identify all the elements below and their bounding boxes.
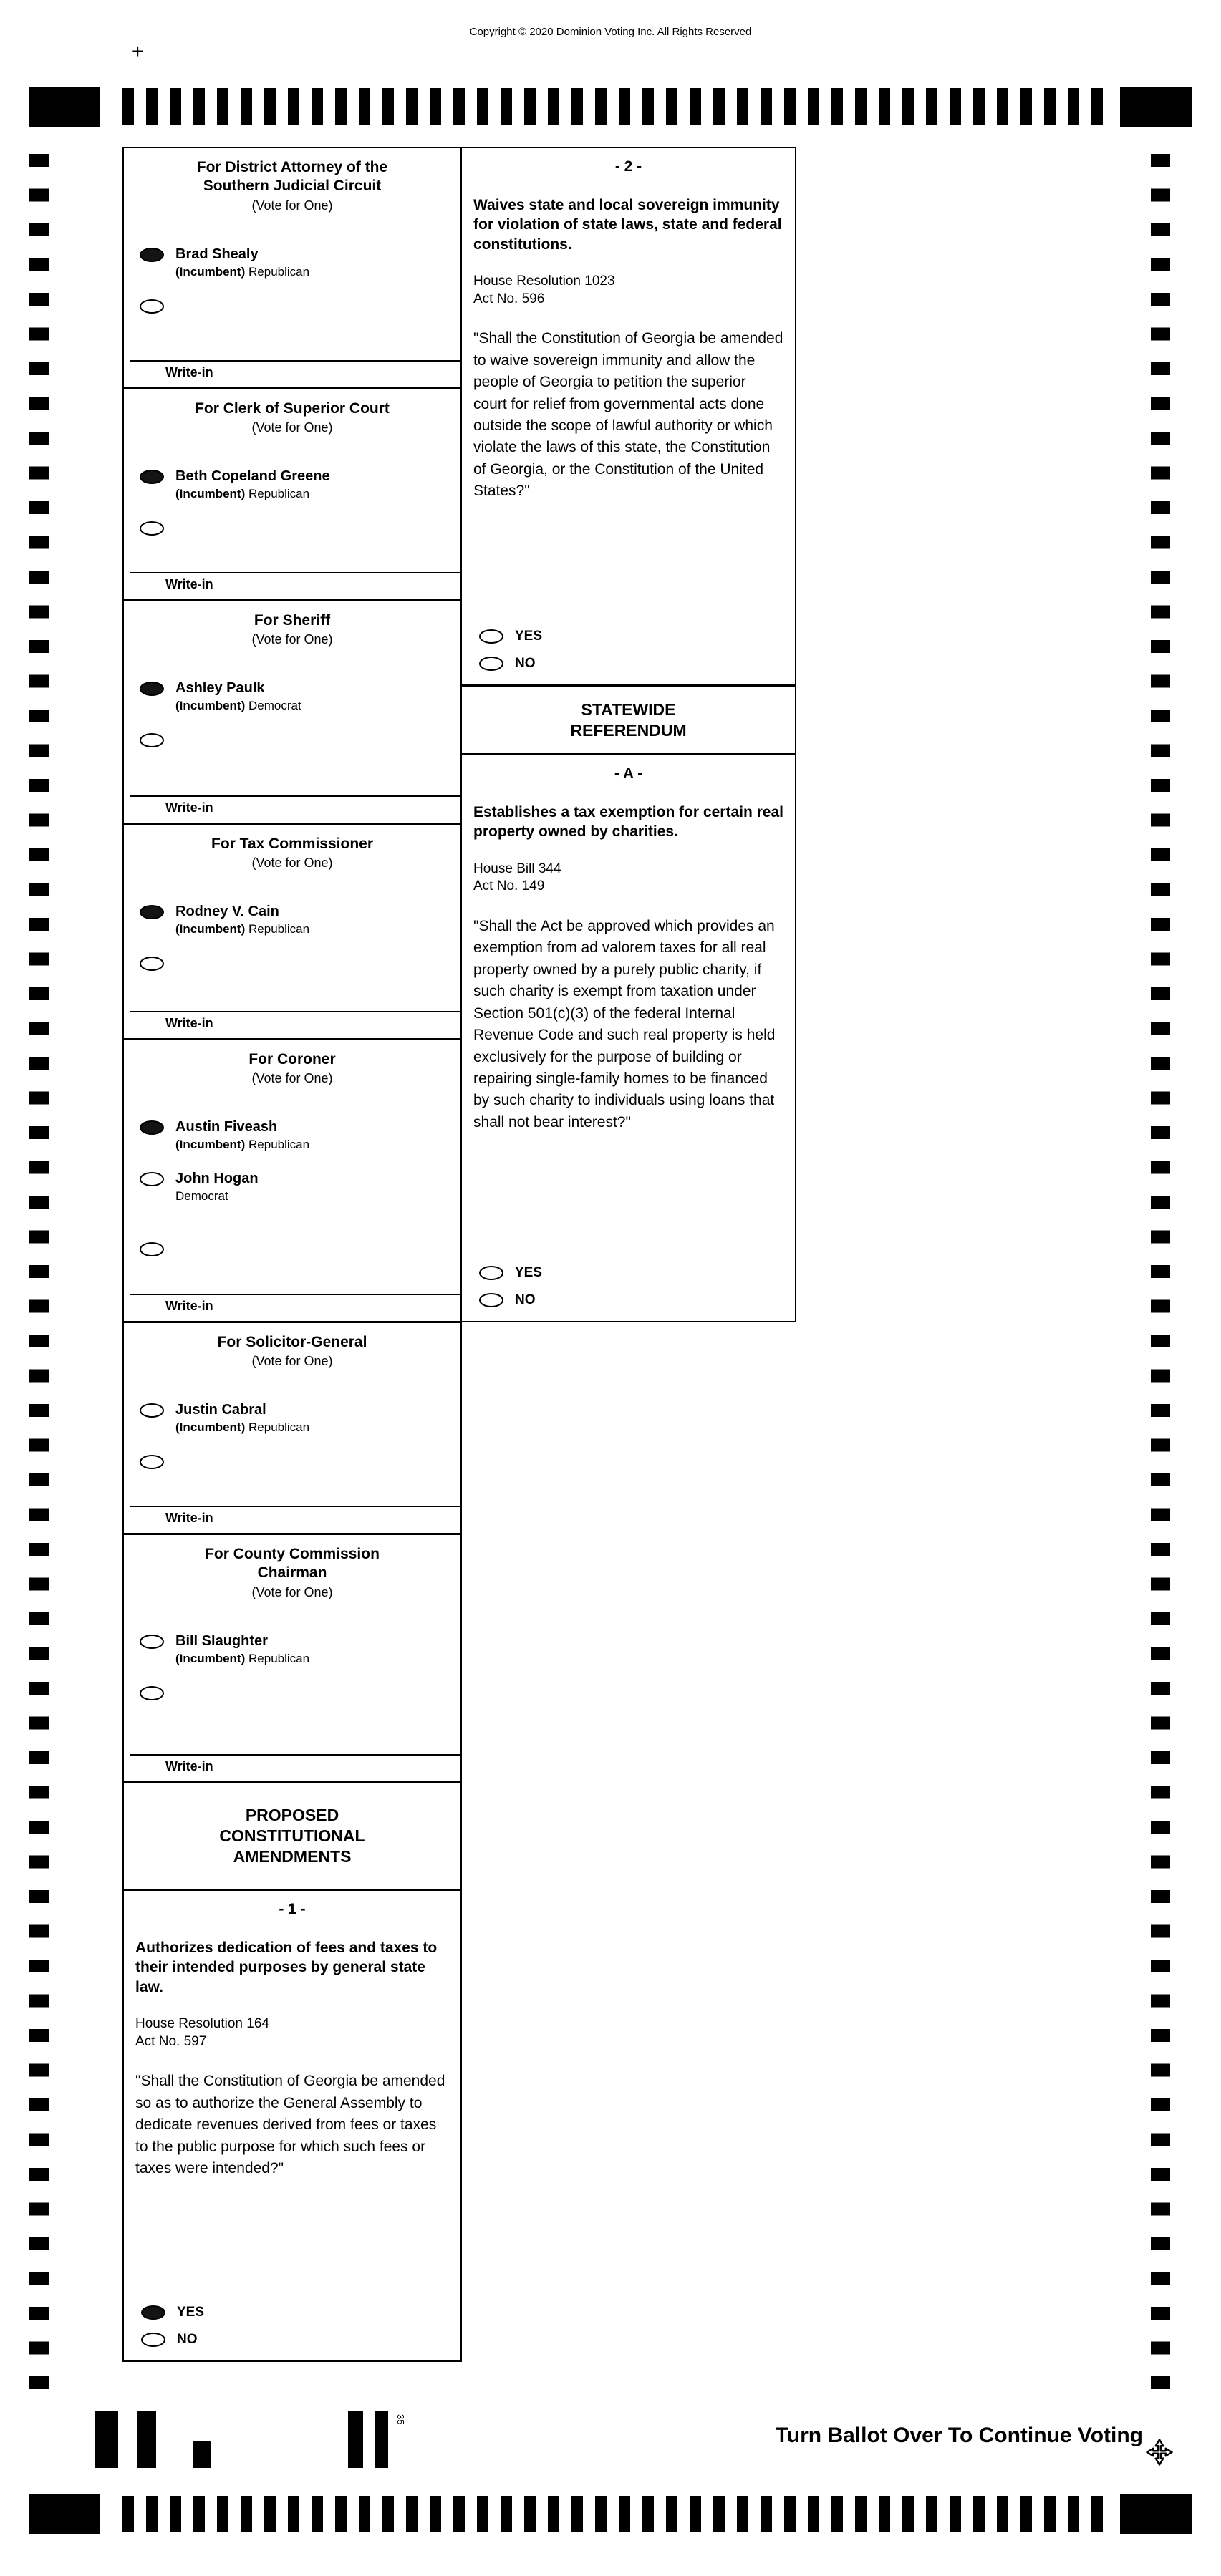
vote-for-instruction: (Vote for One) (251, 632, 333, 647)
measure-summary: Waives state and local sovereign immunity for violation of state laws, state and federal constitutions. (473, 197, 782, 253)
candidate-party: (Incumbent) Republican (175, 264, 310, 279)
vote-for-instruction: (Vote for One) (251, 856, 333, 871)
measure-choices (141, 2293, 460, 2348)
candidate-party: (Incumbent) Republican (175, 922, 310, 936)
contest-solicitor-general (124, 1323, 460, 1535)
candidate-party: Democrat (175, 1189, 228, 1204)
candidate-name: Rodney V. Cain (175, 904, 279, 920)
yes-oval[interactable] (479, 1266, 503, 1280)
ballot-left-column (122, 147, 462, 2362)
candidate-row (140, 246, 460, 279)
yes-label: YES (515, 629, 543, 644)
write-in-oval-row (140, 520, 460, 536)
candidate-name: Justin Cabral (175, 1402, 266, 1418)
stub-bar (95, 2411, 118, 2468)
write-in-line[interactable] (130, 795, 460, 797)
candidate-name: Beth Copeland Greene (175, 468, 330, 485)
candidate-row (140, 904, 460, 936)
stub-bar-small (193, 2441, 211, 2468)
contest-title: For Coroner (248, 1051, 336, 1067)
candidate-oval[interactable] (140, 1635, 164, 1649)
write-in-label: Write-in (165, 1016, 213, 1030)
write-in-oval[interactable] (140, 521, 164, 536)
write-in-label: Write-in (165, 800, 213, 815)
write-in-label: Write-in (165, 1759, 213, 1773)
timing-column-left (29, 154, 49, 2389)
yes-choice (479, 629, 795, 644)
write-in-area (124, 795, 460, 823)
write-in-label: Write-in (165, 1299, 213, 1313)
measure-number: - 2 - (614, 158, 642, 175)
measure-number: - A - (614, 765, 643, 782)
write-in-oval-row (140, 1241, 460, 1256)
contest-title: For Solicitor-General (217, 1334, 367, 1350)
write-in-oval-row (140, 298, 460, 314)
yes-oval[interactable] (141, 2305, 165, 2320)
referendum-header-section (462, 687, 795, 755)
write-in-line[interactable] (130, 1294, 460, 1295)
write-in-line[interactable] (130, 572, 460, 573)
candidate-name: Brad Shealy (175, 246, 259, 262)
measure-references: House Resolution 1023 Act No. 596 (473, 273, 615, 306)
measure-question: "Shall the Act be approved which provides an exemption from ad valorem taxes for all real property owned by a purely public charity, if such charity is exempt from taxation under Section 501(c)(3) of the federal Internal Revenue Code and such real property is held exclusively for the purpose of building or repairing single-family homes to be financed by such charity to individuals using loans that shall not bear interest?" (473, 917, 776, 1130)
timing-block-bottom-left (29, 2494, 100, 2534)
candidate-party: (Incumbent) Democrat (175, 699, 301, 713)
vote-for-instruction: (Vote for One) (251, 1071, 333, 1086)
write-in-line[interactable] (130, 1011, 460, 1012)
write-in-area (124, 1011, 460, 1038)
write-in-oval[interactable] (140, 733, 164, 747)
no-choice (479, 656, 795, 672)
write-in-oval-row (140, 1685, 460, 1700)
no-label: NO (515, 656, 536, 671)
timing-column-right (1151, 154, 1170, 2389)
write-in-line[interactable] (130, 1754, 460, 1756)
yes-oval[interactable] (479, 629, 503, 644)
yes-label: YES (177, 2305, 205, 2320)
write-in-line[interactable] (130, 360, 460, 362)
write-in-oval[interactable] (140, 1242, 164, 1256)
contest-title: For Tax Commissioner (211, 836, 373, 852)
measure-question: "Shall the Constitution of Georgia be amended so as to authorize the General Assembly to dedicate revenues derived from fees or taxes to the public purpose for which such fees or taxes were intended?" (135, 2073, 445, 2177)
candidate-party: (Incumbent) Republican (175, 487, 310, 501)
ballot-right-column (460, 147, 796, 1322)
candidate-name: John Hogan (175, 1171, 259, 1187)
vote-for-instruction: (Vote for One) (251, 1584, 333, 1599)
candidate-oval[interactable] (140, 682, 164, 696)
no-oval[interactable] (479, 1293, 503, 1307)
measure-summary: Establishes a tax exemption for certain real property owned by charities. (473, 804, 784, 841)
candidate-party: (Incumbent) Republican (175, 1138, 310, 1152)
candidate-oval[interactable] (140, 470, 164, 484)
candidate-oval[interactable] (140, 1172, 164, 1186)
candidate-oval[interactable] (140, 248, 164, 262)
timing-block-top-left (29, 87, 100, 127)
candidate-row (140, 1402, 460, 1435)
turn-over-arrow-icon (1144, 2437, 1174, 2471)
candidate-party: (Incumbent) Republican (175, 1420, 310, 1435)
write-in-oval-row (140, 732, 460, 747)
write-in-oval[interactable] (140, 1686, 164, 1700)
vote-for-instruction: (Vote for One) (251, 1354, 333, 1369)
measure-summary: Authorizes dedication of fees and taxes to their intended purposes by general state law. (135, 1940, 438, 1995)
write-in-line[interactable] (130, 1506, 460, 1507)
candidate-row (140, 1633, 460, 1666)
measure-amendment-1 (124, 1891, 460, 2360)
vote-for-instruction: (Vote for One) (251, 198, 333, 213)
amendments-header: PROPOSED CONSTITUTIONAL AMENDMENTS (219, 1806, 365, 1866)
timing-block-top-right (1120, 87, 1192, 127)
contest-title: For Sheriff (254, 612, 331, 629)
candidate-party: (Incumbent) Republican (175, 1651, 310, 1665)
no-oval[interactable] (141, 2333, 165, 2347)
write-in-area (124, 1506, 460, 1533)
write-in-area (124, 572, 460, 599)
write-in-oval-row (140, 955, 460, 971)
no-oval[interactable] (479, 657, 503, 671)
timing-block-bottom-right (1120, 2494, 1192, 2534)
write-in-label: Write-in (165, 577, 213, 591)
measure-amendment-2 (462, 148, 795, 687)
no-choice (479, 1292, 795, 1308)
candidate-row (140, 680, 460, 713)
measure-references: House Bill 344 Act No. 149 (473, 861, 561, 894)
candidate-row (140, 468, 460, 501)
contest-clerk-superior-court (124, 389, 460, 601)
write-in-area (124, 1754, 460, 1781)
candidate-name: Bill Slaughter (175, 1632, 268, 1649)
yes-label: YES (515, 1265, 543, 1280)
measure-referendum-a (462, 755, 795, 1321)
timing-strip-top (122, 88, 1114, 125)
yes-choice (479, 1265, 795, 1281)
contest-coroner (124, 1040, 460, 1323)
turn-ballot-over-text: Turn Ballot Over To Continue Voting (775, 2424, 1143, 2447)
candidate-name: Ashley Paulk (175, 680, 265, 697)
no-choice (141, 2332, 460, 2348)
stub-bar (348, 2411, 363, 2468)
no-label: NO (177, 2332, 198, 2347)
measure-choices (479, 617, 795, 672)
contest-title: For District Attorney of the Southern Judicial Circuit (196, 159, 388, 195)
stub-bar (137, 2411, 156, 2468)
amendments-header-section (124, 1783, 460, 1891)
write-in-oval-row (140, 1453, 460, 1469)
no-label: NO (515, 1292, 536, 1307)
contest-title: For Clerk of Superior Court (195, 400, 390, 417)
measure-references: House Resolution 164 Act No. 597 (135, 2015, 269, 2049)
write-in-area (124, 360, 460, 387)
measure-choices (479, 1254, 795, 1308)
contest-district-attorney (124, 148, 460, 389)
contest-county-commission-chairman (124, 1535, 460, 1783)
stub-bar (375, 2411, 388, 2468)
vote-for-instruction: (Vote for One) (251, 420, 333, 435)
stub-number: 35 (395, 2414, 406, 2425)
candidate-row (140, 1119, 460, 1152)
copyright-line: Copyright © 2020 Dominion Voting Inc. All Rights Reserved (469, 26, 752, 38)
candidate-oval[interactable] (140, 1403, 164, 1418)
write-in-oval[interactable] (140, 957, 164, 971)
contest-tax-commissioner (124, 825, 460, 1040)
contest-title: For County Commission Chairman (205, 1546, 380, 1582)
candidate-oval[interactable] (140, 1120, 164, 1135)
candidate-oval[interactable] (140, 905, 164, 919)
write-in-label: Write-in (165, 365, 213, 379)
measure-question: "Shall the Constitution of Georgia be amended to waive sovereign immunity and allow the people of Georgia to petition the superior court for relief from governmental acts done outside the scope of lawful authority or which violate the laws of this state, the Constitution of Georgia, or the Constitution of the United States?" (473, 330, 783, 500)
referendum-header: STATEWIDE REFERENDUM (570, 699, 687, 740)
registration-plus-mark: + (132, 40, 144, 62)
candidate-row (140, 1171, 460, 1204)
write-in-oval[interactable] (140, 1455, 164, 1469)
yes-choice (141, 2305, 460, 2320)
timing-strip-bottom (122, 2496, 1114, 2532)
write-in-area (124, 1294, 460, 1321)
write-in-label: Write-in (165, 1511, 213, 1525)
write-in-oval[interactable] (140, 299, 164, 314)
candidate-name: Austin Fiveash (175, 1119, 278, 1136)
measure-number: - 1 - (279, 1901, 306, 1917)
contest-sheriff (124, 601, 460, 825)
